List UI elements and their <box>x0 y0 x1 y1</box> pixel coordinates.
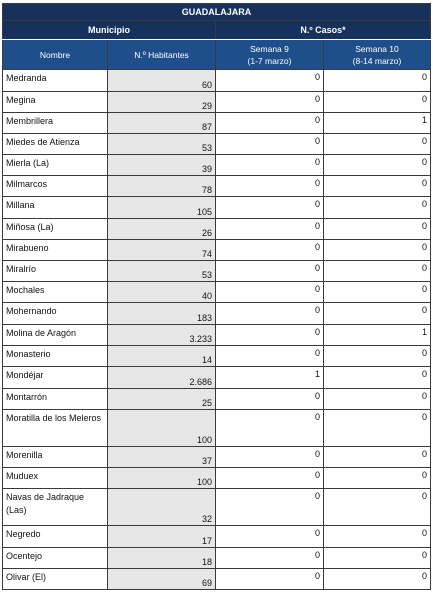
semana9-cases: 0 <box>216 389 324 410</box>
table-row <box>3 197 431 219</box>
municipio-name: Negredo <box>3 526 108 548</box>
semana9-cases: 0 <box>216 92 324 113</box>
table-row <box>3 134 431 155</box>
municipio-name: Megina <box>3 92 108 113</box>
semana9-label: Semana 9 <box>250 43 289 54</box>
nombre-header: Nombre <box>3 40 108 70</box>
semana10-cases: 0 <box>324 92 431 113</box>
semana10-cases: 0 <box>324 240 431 261</box>
table-row <box>3 569 431 590</box>
semana10-cases: 0 <box>324 155 431 176</box>
semana10-cases: 0 <box>324 410 431 447</box>
municipio-name: Olivar (El) <box>3 569 108 590</box>
semana10-cases: 0 <box>324 261 431 282</box>
municipio-name: Miñosa (La) <box>3 219 108 240</box>
semana10-cases: 1 <box>324 113 431 134</box>
municipio-name: Medranda <box>3 70 108 92</box>
table-row <box>3 240 431 261</box>
semana9-cases: 0 <box>216 447 324 468</box>
municipio-name: Navas de Jadraque (Las) <box>3 489 108 526</box>
semana9-cases: 0 <box>216 346 324 367</box>
habitantes-header: N.º Habitantes <box>108 40 216 70</box>
table-row <box>3 447 431 468</box>
semana10-header <box>324 40 431 70</box>
semana10-cases: 0 <box>324 134 431 155</box>
table-row <box>3 548 431 569</box>
table-row <box>3 325 431 346</box>
habitantes-value: 40 <box>108 282 216 303</box>
semana9-cases: 0 <box>216 219 324 240</box>
table-row <box>3 303 431 325</box>
habitantes-value: 17 <box>108 526 216 548</box>
habitantes-value: 2.686 <box>108 367 216 389</box>
table-row <box>3 176 431 197</box>
semana9-cases: 0 <box>216 468 324 489</box>
semana10-cases: 0 <box>324 282 431 303</box>
semana10-cases: 0 <box>324 389 431 410</box>
semana9-cases: 0 <box>216 134 324 155</box>
semana10-cases: 0 <box>324 447 431 468</box>
municipio-name: Millana <box>3 197 108 219</box>
municipio-header: Municipio <box>3 21 216 40</box>
semana9-cases: 0 <box>216 70 324 92</box>
semana9-cases: 0 <box>216 489 324 526</box>
table-row <box>3 70 431 92</box>
municipio-name: Montarrón <box>3 389 108 410</box>
habitantes-value: 74 <box>108 240 216 261</box>
municipio-name: Miedes de Atienza <box>3 134 108 155</box>
semana10-cases: 0 <box>324 197 431 219</box>
semana9-cases: 0 <box>216 176 324 197</box>
table-row <box>3 261 431 282</box>
semana10-cases: 0 <box>324 70 431 92</box>
table-row <box>3 155 431 176</box>
municipio-name: Muduex <box>3 468 108 489</box>
semana9-cases: 0 <box>216 569 324 590</box>
habitantes-value: 183 <box>108 303 216 325</box>
table-body <box>3 70 431 590</box>
semana9-dates: (1-7 marzo) <box>247 55 292 66</box>
semana10-cases: 0 <box>324 489 431 526</box>
habitantes-value: 32 <box>108 489 216 526</box>
municipio-name: Ocentejo <box>3 548 108 569</box>
semana10-cases: 0 <box>324 367 431 389</box>
semana9-cases: 1 <box>216 367 324 389</box>
semana10-cases: 0 <box>324 526 431 548</box>
semana10-cases: 0 <box>324 176 431 197</box>
semana10-cases: 0 <box>324 569 431 590</box>
semana9-cases: 0 <box>216 197 324 219</box>
municipio-name: Monasterio <box>3 346 108 367</box>
habitantes-value: 26 <box>108 219 216 240</box>
municipio-name: Membrillera <box>3 113 108 134</box>
table-row <box>3 219 431 240</box>
table-row <box>3 113 431 134</box>
habitantes-value: 3.233 <box>108 325 216 346</box>
semana10-cases: 0 <box>324 219 431 240</box>
table-row <box>3 526 431 548</box>
semana9-cases: 0 <box>216 282 324 303</box>
casos-header: N.º Casos* <box>216 21 431 40</box>
semana9-cases: 0 <box>216 155 324 176</box>
semana10-cases: 1 <box>324 325 431 346</box>
municipio-name: Mondéjar <box>3 367 108 389</box>
habitantes-value: 87 <box>108 113 216 134</box>
municipio-name: Mierla (La) <box>3 155 108 176</box>
habitantes-value: 39 <box>108 155 216 176</box>
table-row <box>3 346 431 367</box>
semana10-label: Semana 10 <box>355 43 399 54</box>
municipio-name: Milmarcos <box>3 176 108 197</box>
semana9-cases: 0 <box>216 548 324 569</box>
semana9-header <box>216 40 324 70</box>
habitantes-value: 105 <box>108 197 216 219</box>
municipio-name: Mochales <box>3 282 108 303</box>
table-row <box>3 367 431 389</box>
habitantes-value: 78 <box>108 176 216 197</box>
habitantes-value: 60 <box>108 70 216 92</box>
cases-table <box>2 3 431 590</box>
semana9-cases: 0 <box>216 240 324 261</box>
habitantes-value: 25 <box>108 389 216 410</box>
semana10-cases: 0 <box>324 468 431 489</box>
table-row <box>3 468 431 489</box>
semana10-cases: 0 <box>324 346 431 367</box>
habitantes-value: 100 <box>108 410 216 447</box>
table-row <box>3 489 431 526</box>
semana10-cases: 0 <box>324 303 431 325</box>
habitantes-value: 18 <box>108 548 216 569</box>
semana10-dates: (8-14 marzo) <box>352 55 402 66</box>
semana9-cases: 0 <box>216 303 324 325</box>
municipio-name: Miralrío <box>3 261 108 282</box>
table-title: GUADALAJARA <box>3 4 431 21</box>
habitantes-value: 53 <box>108 261 216 282</box>
table-row <box>3 389 431 410</box>
municipio-name: Morenilla <box>3 447 108 468</box>
habitantes-value: 14 <box>108 346 216 367</box>
municipio-name: Mirabueno <box>3 240 108 261</box>
table-row <box>3 92 431 113</box>
municipio-name: Mohernando <box>3 303 108 325</box>
municipio-name: Moratilla de los Meleros <box>3 410 108 447</box>
habitantes-value: 29 <box>108 92 216 113</box>
semana9-cases: 0 <box>216 410 324 447</box>
municipio-name: Molina de Aragón <box>3 325 108 346</box>
semana10-cases: 0 <box>324 548 431 569</box>
semana9-cases: 0 <box>216 113 324 134</box>
habitantes-value: 37 <box>108 447 216 468</box>
habitantes-value: 53 <box>108 134 216 155</box>
habitantes-value: 100 <box>108 468 216 489</box>
table-row <box>3 410 431 447</box>
semana9-cases: 0 <box>216 526 324 548</box>
semana9-cases: 0 <box>216 325 324 346</box>
habitantes-value: 69 <box>108 569 216 590</box>
semana9-cases: 0 <box>216 261 324 282</box>
table-row <box>3 282 431 303</box>
